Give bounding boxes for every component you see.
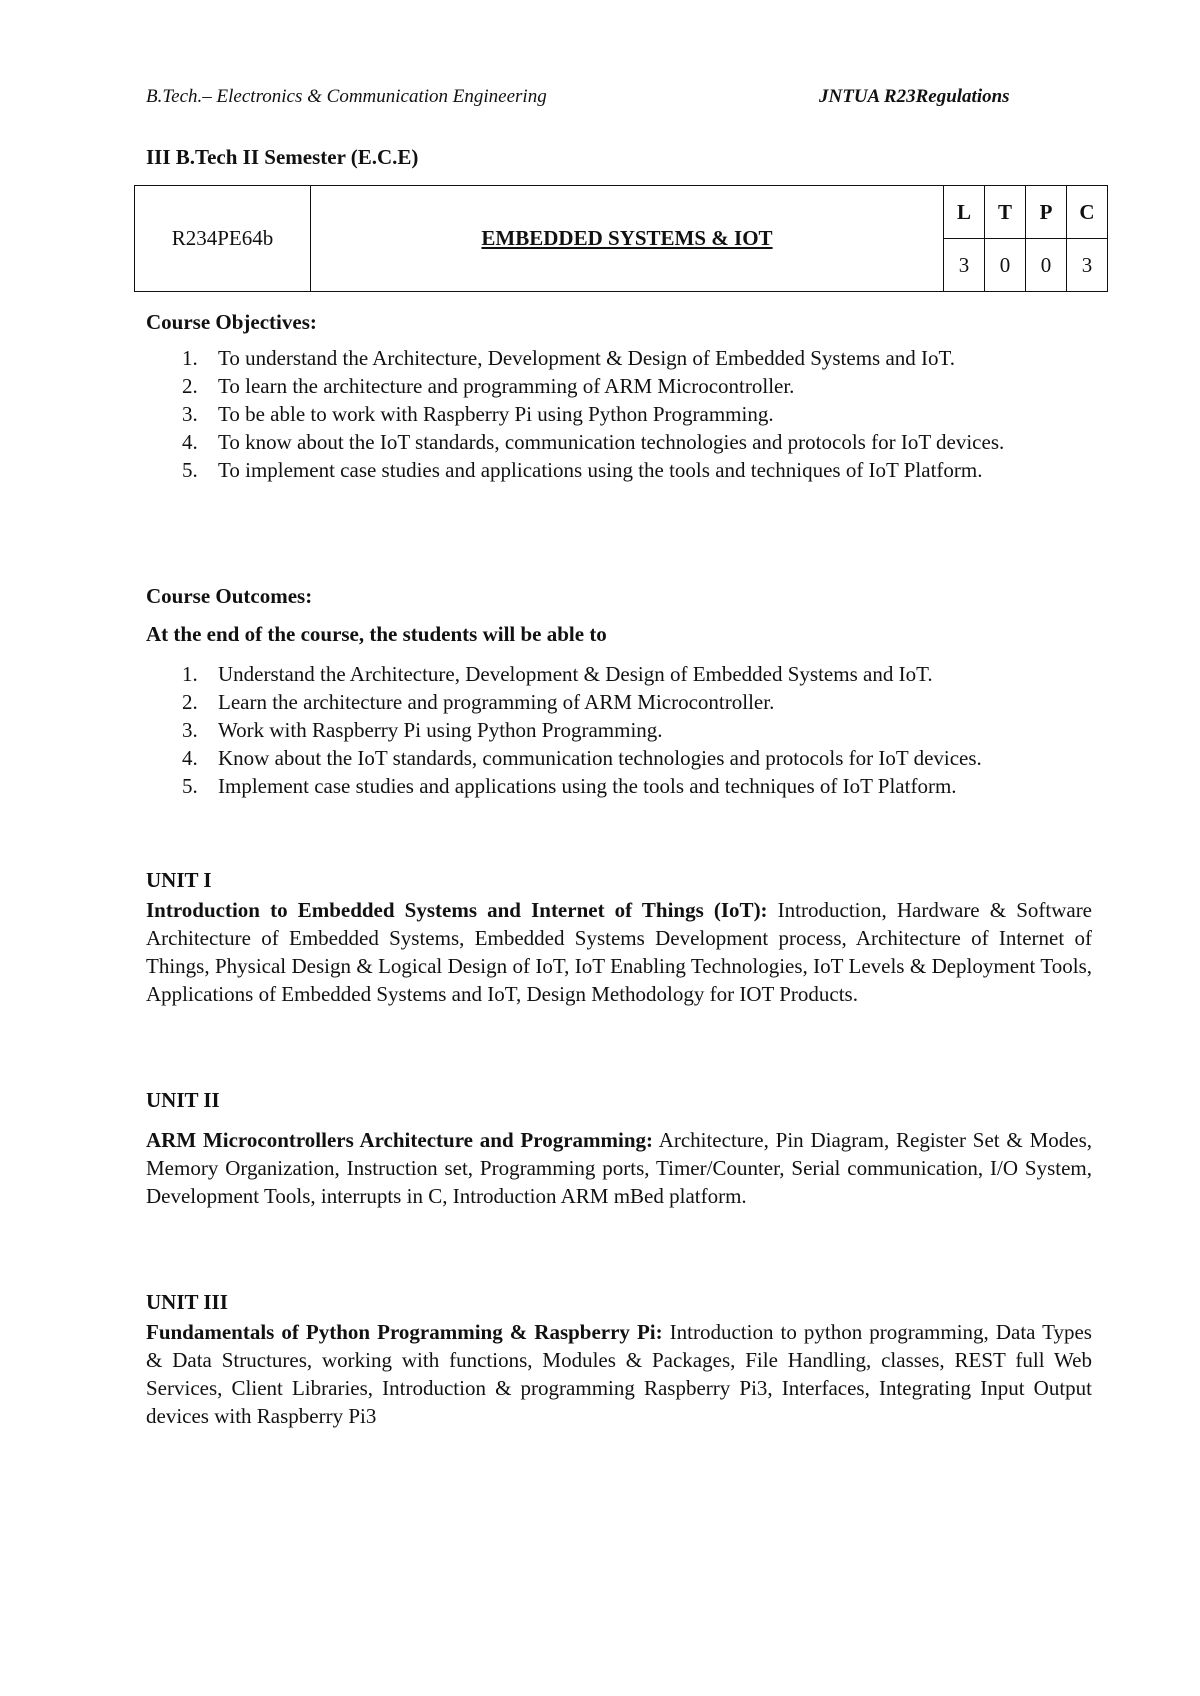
unit-2-heading: UNIT II <box>146 1088 220 1112</box>
unit-1-topic: Introduction to Embedded Systems and Internet of Things (IoT): <box>146 898 768 922</box>
semester-title: III B.Tech II Semester (E.C.E) <box>146 145 419 169</box>
objectives-title: Course Objectives: <box>146 310 317 334</box>
unit-1-text: Introduction, Hardware & Software Architecture of Embedded Systems, Embedded Systems Development process, Architecture of Internet of Things, Physical Design & Logical Design of IoT, IoT Enabling Technologies, IoT Levels & Deployment Tools, Applications of Embedded Systems and IoT, Design Methodology for IOT Products. <box>146 898 1093 1006</box>
outcomes-intro: At the end of the course, the students will be able to <box>146 622 607 646</box>
header-program: B.Tech.– Electronics & Communication Engineering <box>146 86 547 107</box>
ltpc-header-t: T <box>985 186 1026 239</box>
course-table <box>134 185 1108 292</box>
ltpc-value-l: 3 <box>944 239 985 292</box>
list-item: 1. Understand the Architecture, Development & Design of Embedded Systems and IoT. <box>182 662 933 686</box>
ltpc-value-c: 3 <box>1067 239 1108 292</box>
unit-3-topic: Fundamentals of Python Programming & Raspberry Pi: <box>146 1320 663 1344</box>
unit-2-topic: ARM Microcontrollers Architecture and Programming: <box>146 1128 654 1152</box>
unit-3-text: Introduction to python programming, Data Types & Data Structures, working with functions, Modules & Packages, File Handling, classes, REST full Web Services, Client Libraries, Introduction & programming Raspberry Pi3, Interfaces, Integrating Input Output devices with Raspberry Pi3 <box>146 1320 1092 1428</box>
list-item: 5. Implement case studies and applications using the tools and techniques of IoT Platform. <box>182 774 957 798</box>
list-item: 3. To be able to work with Raspberry Pi using Python Programming. <box>182 402 774 426</box>
list-item: 1. To understand the Architecture, Development & Design of Embedded Systems and IoT. <box>182 346 956 370</box>
unit-2-content <box>146 1126 1092 1210</box>
list-item: 2. Learn the architecture and programming of ARM Microcontroller. <box>182 690 775 714</box>
list-item: 3. Work with Raspberry Pi using Python Programming. <box>182 718 663 742</box>
ltpc-value-p: 0 <box>1026 239 1067 292</box>
course-code: R234PE64b <box>135 186 311 292</box>
ltpc-value-t: 0 <box>985 239 1026 292</box>
list-item: 4. Know about the IoT standards, communication technologies and protocols for IoT devices. <box>182 746 982 770</box>
unit-1-heading: UNIT I <box>146 868 212 892</box>
unit-2-text: Architecture, Pin Diagram, Register Set & Modes, Memory Organization, Instruction set, Programming ports, Timer/Counter, Serial communication, I/O System, Development Tools, interrupts in C, Introduction ARM mBed platform. <box>146 1128 1092 1208</box>
ltpc-header-c: C <box>1067 186 1108 239</box>
list-item: 2. To learn the architecture and programming of ARM Microcontroller. <box>182 374 795 398</box>
unit-3-content <box>146 1318 1092 1430</box>
unit-3-heading: UNIT III <box>146 1290 228 1314</box>
list-item: 5. To implement case studies and applications using the tools and techniques of IoT Platform. <box>182 458 983 482</box>
objectives-list <box>146 344 1092 484</box>
ltpc-header-l: L <box>944 186 985 239</box>
course-title: EMBEDDED SYSTEMS & IOT <box>311 186 944 292</box>
unit-1-content <box>146 896 1092 1008</box>
ltpc-header-p: P <box>1026 186 1067 239</box>
list-item: 4. To know about the IoT standards, communication technologies and protocols for IoT devices. <box>182 430 1005 454</box>
outcomes-list <box>146 660 1092 800</box>
header-regulation: JNTUA R23Regulations <box>819 86 1010 107</box>
outcomes-title: Course Outcomes: <box>146 584 313 608</box>
